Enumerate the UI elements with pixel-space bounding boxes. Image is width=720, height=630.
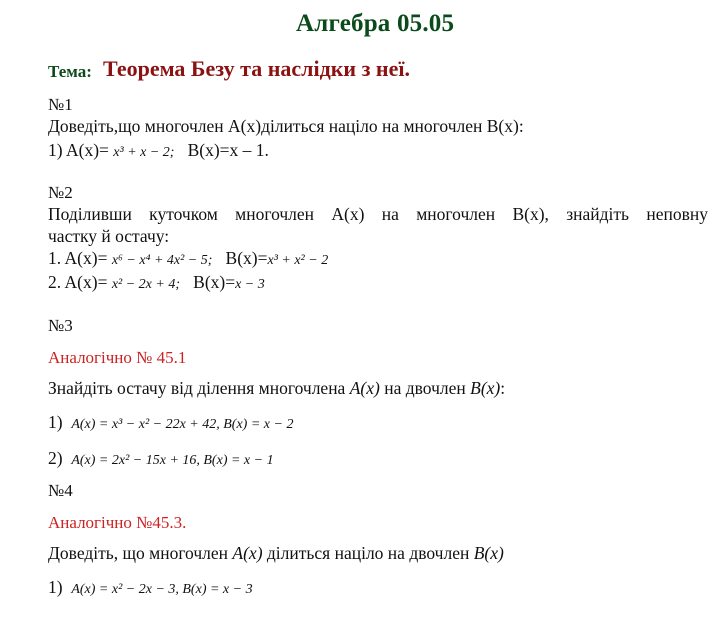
task-3-item-2: [48, 450, 274, 468]
task-1-item-prefix: 1) A(x)=: [48, 140, 109, 160]
task-3-item-2-expression: A(x) = 2x² − 15x + 16, B(x) = x − 1: [71, 453, 274, 468]
task-2-item-1-b-expression: x³ + x² − 2: [267, 253, 329, 268]
task-2-item-2-b-expression: x − 3: [235, 277, 265, 292]
task-1-b-expression: B(x)=x – 1.: [187, 140, 269, 160]
task-4-item-1: [48, 579, 253, 597]
task-2-item-2-prefix: 2. A(x)=: [48, 272, 108, 292]
task-3-item-1-number: 1): [48, 412, 63, 432]
task-3-statement-text: Знайдіть остачу від ділення многочлена: [48, 378, 350, 398]
task-3-item-1-expression: A(x) = x³ − x² − 22x + 42, B(x) = x − 2: [71, 417, 294, 432]
task-1-item: [48, 142, 269, 160]
task-4-item-1-expression: A(x) = x² − 2x − 3, B(x) = x − 3: [71, 582, 253, 597]
task-4-analog-reference: Аналогічно №45.3.: [48, 513, 187, 532]
task-1-a-expression: x³ + x − 2;: [113, 145, 175, 160]
task-4-b-symbol: B(x): [473, 543, 504, 563]
task-3-statement-end: :: [500, 378, 506, 398]
task-3-statement-mid: на двочлен: [379, 378, 471, 398]
task-4-statement: [48, 545, 504, 563]
task-3-analog-reference: Аналогічно № 45.1: [48, 348, 187, 367]
task-1-statement: Доведіть,що многочлен A(x)ділиться націло на многочлен B(x):: [48, 116, 524, 136]
task-2-statement-line-1: Поділивши куточком многочлен A(x) на многочлен B(x), знайдіть неповну: [48, 204, 708, 224]
task-3-a-symbol: A(x): [349, 378, 380, 398]
task-3-item-2-number: 2): [48, 448, 63, 468]
topic-title: Теорема Безу та наслідки з неї.: [103, 56, 410, 81]
task-4-a-symbol: A(x): [232, 543, 263, 563]
task-4-statement-text: Доведіть, що многочлен: [48, 543, 233, 563]
task-2-number: №2: [48, 183, 73, 202]
topic-label: Тема:: [48, 62, 92, 81]
task-1-number: №1: [48, 95, 73, 114]
task-2-item-1-b-label: B(x)=: [225, 248, 268, 268]
task-3-statement: [48, 380, 505, 398]
task-2-item-2: [48, 274, 265, 292]
task-4-statement-mid: ділиться націло на двочлен: [262, 543, 474, 563]
task-2-item-2-b-label: B(x)=: [193, 272, 236, 292]
page-title: Алгебра 05.05: [296, 10, 455, 37]
task-2-item-1: [48, 250, 328, 268]
task-2-item-1-a-expression: x⁶ − x⁴ + 4x² − 5;: [111, 253, 213, 268]
task-3-number: №3: [48, 316, 73, 335]
task-3-b-symbol: B(x): [470, 378, 501, 398]
task-3-item-1: [48, 414, 293, 432]
task-2-item-2-a-expression: x² − 2x + 4;: [111, 277, 181, 292]
task-2-statement-line-2: частку й остачу:: [48, 226, 170, 246]
task-4-item-1-number: 1): [48, 577, 63, 597]
task-2-item-1-prefix: 1. A(x)=: [48, 248, 108, 268]
task-4-number: №4: [48, 481, 73, 500]
